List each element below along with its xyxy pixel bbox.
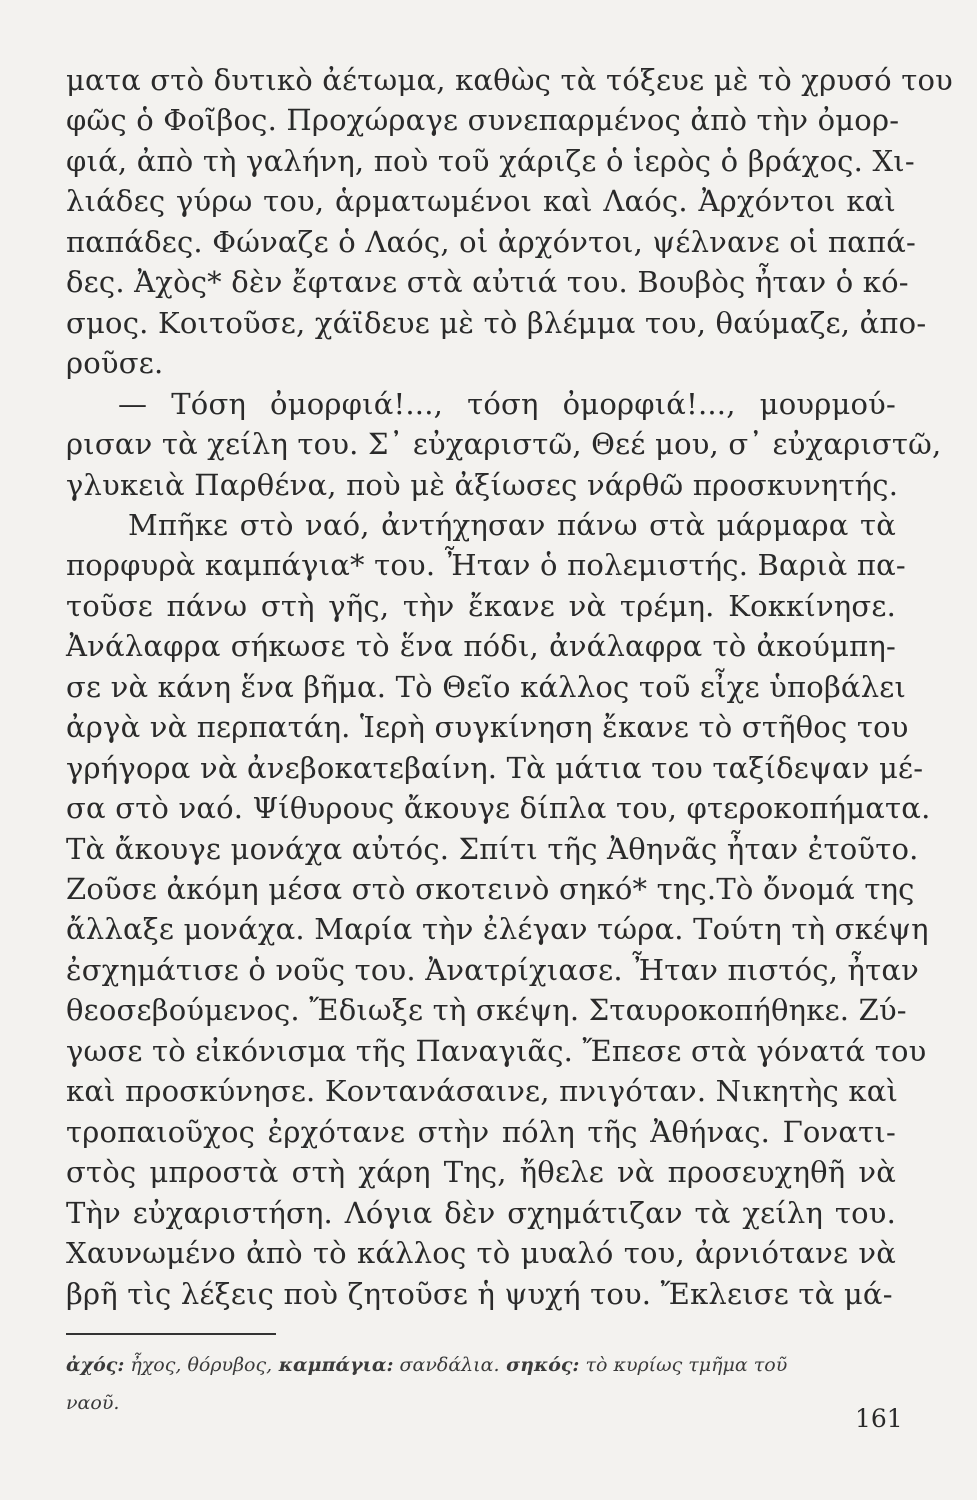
text-line: σμος. Κοιτοῦσε, χάϊδευε μὲ τὸ βλέμμα του, θαύμαζε, ἀπο- (66, 305, 927, 340)
text-line: σα στὸ ναό. Ψίθυρους ἄκουγε δίπλα του, φτεροκοπήματα. (66, 791, 931, 826)
text-line: ἄλλαξε μονάχα. Μαρία τὴν ἐλέγαν τώρα. Τούτη τὴ σκέψη (66, 912, 929, 947)
text-line: ρισαν τὰ χείλη του. Σ᾽ εὐχαριστῶ, Θεέ μου, σ᾽ εὐχαριστῶ, (66, 427, 942, 462)
text-line: Ἀνάλαφρα σήκωσε τὸ ἕνα πόδι, ἀνάλαφρα τὸ ἀκούμπη- (66, 629, 896, 664)
text-line: ἐσχημάτισε ὁ νοῦς του. Ἀνατρίχιασε. Ἦταν πιστός, ἦταν (66, 952, 919, 987)
text-line: Ζοῦσε ἀκόμη μέσα στὸ σκοτεινὸ σηκό* της.Τὸ ὄνομά της (66, 872, 915, 906)
footnote-def-kampagia: σανδάλια. (393, 1354, 500, 1376)
text-line: φιά, ἀπὸ τὴ γαλήνη, ποὺ τοῦ χάριζε ὁ ἱερὸς ὁ βράχος. Χι- (66, 143, 915, 178)
text-line: Μπῆκε στὸ ναό, ἀντήχησαν πάνω στὰ μάρμαρα τὰ (128, 507, 896, 542)
text-line: γωσε τὸ εἰκόνισμα τῆς Παναγιᾶς. Ἔπεσε στὰ γόνατά του (66, 1033, 927, 1068)
text-line: σε νὰ κάνη ἕνα βῆμα. Τὸ Θεῖο κάλλος τοῦ εἶχε ὑποβάλει (66, 669, 907, 704)
footnote-term-achos: ἀχός: (66, 1354, 125, 1376)
text-line: ματα στὸ δυτικὸ ἀέτωμα, καθὼς τὰ τόξευε μὲ τὸ χρυσό του (66, 63, 953, 97)
text-line: δες. Ἀχὸς* δὲν ἔφτανε στὰ αὐτιά του. Βουβὸς ἦταν ὁ κό- (66, 265, 909, 300)
text-line: καὶ προσκύνησε. Κοντανάσαινε, πνιγόταν. Νικητὴς καὶ (66, 1074, 899, 1109)
footnote-separator (66, 1333, 276, 1335)
text-line: τροπαιοῦχος ἐρχότανε στὴν πόλη τῆς Ἀθήνας. Γονατι- (66, 1114, 896, 1149)
text-line: στὸς μπροστὰ στὴ χάρη Της, ἤθελε νὰ προσευχηθῆ νὰ (66, 1155, 896, 1190)
text-line: φῶς ὁ Φοῖβος. Προχώραγε συνεπαρμένος ἀπὸ τὴν ὀμορ- (66, 103, 900, 138)
footnote-line-2: ναοῦ. (66, 1392, 120, 1414)
text-line: γλυκειὰ Παρθένα, ποὺ μὲ ἀξίωσες νάρθῶ προσκυνητής. (66, 467, 899, 502)
text-line: βρῆ τὶς λέξεις ποὺ ζητοῦσε ἡ ψυχή του. Ἔκλεισε τὰ μά- (66, 1276, 893, 1311)
text-line: λιάδες γύρω του, ἁρματωμένοι καὶ Λαός. Ἀρχόντοι καὶ (66, 184, 896, 219)
text-line: παπάδες. Φώναζε ὁ Λαός, οἱ ἀρχόντοι, ψέλνανε οἱ παπά- (66, 224, 916, 259)
text-line: πορφυρὰ καμπάγια* του. Ἦταν ὁ πολεμιστής. Βαριὰ πα- (66, 548, 906, 583)
text-line: τοῦσε πάνω στὴ γῆς, τὴν ἔκανε νὰ τρέμη. Κοκκίνησε. (66, 588, 896, 623)
text-line: — Τόση ὀμορφιά!..., τόση ὀμορφιά!..., μουρμού- (118, 386, 896, 421)
text-line: θεοσεβούμενος. Ἔδιωξε τὴ σκέψη. Σταυροκοπήθηκε. Ζύ- (66, 993, 907, 1028)
footnote-def-sekos: τὸ κυρίως τμῆμα τοῦ (579, 1354, 788, 1376)
text-line: Τὴν εὐχαριστήση. Λόγια δὲν σχημάτιζαν τὰ χείλη του. (66, 1195, 896, 1230)
text-line: Χαυνωμένο ἀπὸ τὸ κάλλος τὸ μυαλό του, ἀρνιότανε νὰ (66, 1236, 896, 1271)
text-line: ροῦσε. (66, 346, 164, 381)
footnote-term-sekos: σηκός: (499, 1354, 580, 1376)
page-number: 161 (855, 1404, 903, 1433)
text-line: Τὰ ἄκουγε μονάχα αὐτός. Σπίτι τῆς Ἀθηνᾶς ἦταν ἐτοῦτο. (66, 831, 919, 866)
text-line: γρήγορα νὰ ἀνεβοκατεβαίνη. Τὰ μάτια του ταξίδεψαν μέ- (66, 750, 924, 785)
footnote-line-1 (66, 1352, 896, 1378)
footnote-term-kampagia: καμπάγια: (272, 1354, 394, 1376)
text-line: ἀργὰ νὰ περπατάη. Ἱερὴ συγκίνηση ἔκανε τὸ στῆθος του (66, 710, 909, 745)
footnote-def-achos: ἦχος, θόρυβος, (124, 1354, 273, 1376)
